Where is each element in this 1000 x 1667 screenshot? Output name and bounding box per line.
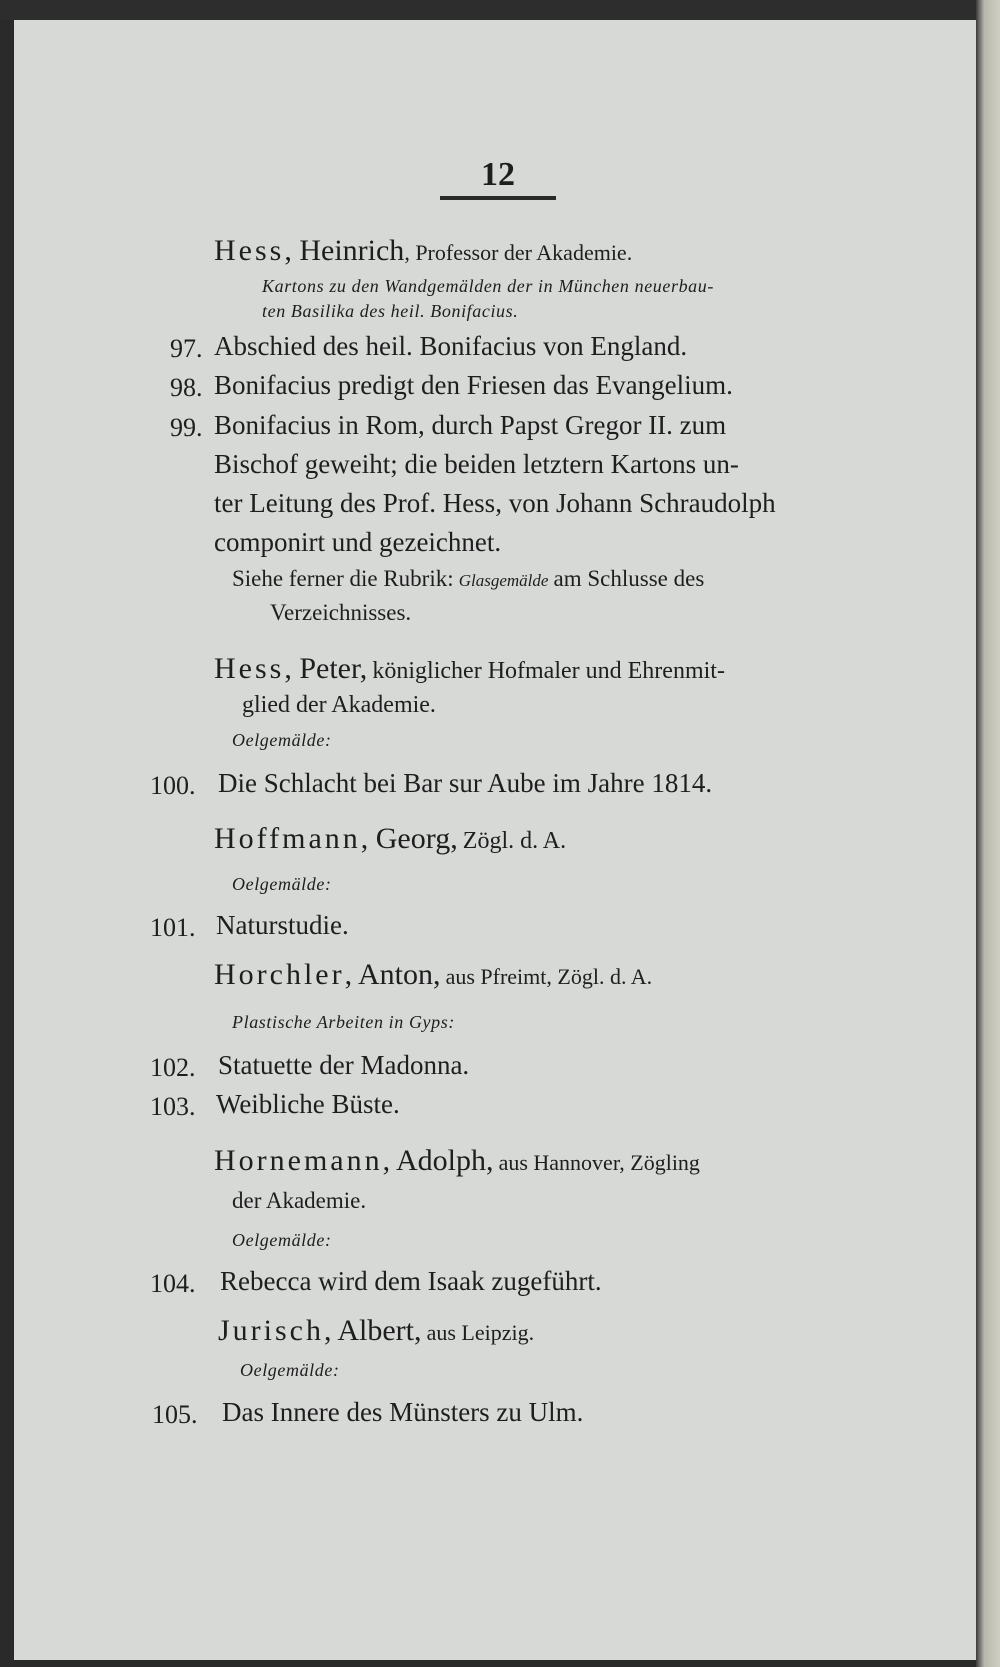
- category-label: Oelgemälde:: [232, 1230, 332, 1250]
- artist-surname: Jurisch: [218, 1314, 324, 1347]
- catalog-title-line: componirt und gezeichnet.: [214, 527, 502, 557]
- category-label: Plastische Arbeiten in Gyps:: [232, 1012, 455, 1032]
- artist-given-name: , Peter,: [284, 652, 368, 685]
- catalog-title: Die Schlacht bei Bar sur Aube im Jahre 1814.: [218, 768, 713, 798]
- artist-description: glied der Akademie.: [242, 692, 436, 718]
- catalog-number: 98.: [170, 373, 203, 402]
- scan-right-edge: [976, 0, 1000, 1667]
- artist-surname: Hess: [214, 652, 285, 685]
- artist-given-name: , Anton,: [344, 958, 441, 991]
- note-text: Siehe ferner die Rubrik:: [232, 566, 454, 591]
- artist-description: aus Leipzig.: [426, 1320, 535, 1345]
- catalog-title: Rebecca wird dem Isaak zugeführt.: [220, 1266, 602, 1296]
- category-label: Oelgemälde:: [232, 874, 332, 894]
- catalog-number: 100.: [150, 771, 196, 800]
- catalog-number: 101.: [150, 913, 196, 942]
- catalog-title: Abschied des heil. Bonifacius von England.: [214, 331, 688, 361]
- catalog-title-line: Bonifacius in Rom, durch Papst Gregor II. zum: [214, 410, 727, 440]
- artist-heading-hoffmann: [214, 822, 566, 856]
- note-italic: Glasgemälde: [458, 571, 549, 590]
- artist-surname: Hoffmann: [214, 822, 361, 855]
- artist-heading-hess-peter: [214, 652, 725, 686]
- artist-description: aus Pfreimt, Zögl. d. A.: [445, 964, 653, 989]
- catalog-title: Statuette der Madonna.: [218, 1050, 470, 1080]
- artist-heading-hornemann: [214, 1144, 700, 1178]
- scan-top-edge: [0, 0, 976, 20]
- artist-surname: Hess: [214, 234, 285, 267]
- catalog-number: 104.: [150, 1269, 196, 1298]
- artist-surname: Hornemann: [214, 1144, 383, 1177]
- cross-reference-note: [232, 566, 704, 592]
- catalog-number: 105.: [152, 1400, 198, 1429]
- catalog-number: 97.: [170, 334, 203, 363]
- artist-description: Zögl. d. A.: [462, 828, 567, 854]
- category-label: Oelgemälde:: [240, 1360, 340, 1380]
- artist-given-name: , Adolph,: [382, 1144, 494, 1177]
- catalog-title: Weibliche Büste.: [216, 1089, 400, 1119]
- artist-heading-horchler: [214, 958, 652, 992]
- page-number-rule: [440, 196, 556, 200]
- section-intro-line: Kartons zu den Wandgemälden der in München neuerbau-: [262, 276, 714, 296]
- artist-surname: Horchler: [214, 958, 345, 991]
- catalog-title-line: ter Leitung des Prof. Hess, von Johann Schraudolph: [214, 488, 776, 518]
- catalog-title: Das Innere des Münsters zu Ulm.: [222, 1397, 584, 1427]
- artist-given-name: , Heinrich: [284, 234, 405, 267]
- catalog-title-line: Bischof geweiht; die beiden letztern Kartons un-: [214, 449, 739, 479]
- category-label: Oelgemälde:: [232, 730, 332, 750]
- artist-description: aus Hannover, Zögling: [498, 1150, 700, 1175]
- note-text: Verzeichnisses.: [270, 600, 412, 625]
- artist-given-name: , Albert,: [324, 1314, 422, 1347]
- artist-heading-hess-heinrich: [214, 234, 632, 268]
- section-intro-line: ten Basilika des heil. Bonifacius.: [262, 301, 519, 321]
- artist-heading-jurisch: [218, 1314, 534, 1348]
- catalog-title: Naturstudie.: [216, 910, 349, 940]
- catalog-number: 103.: [150, 1092, 196, 1121]
- note-text: am Schlusse des: [553, 566, 705, 591]
- artist-given-name: , Georg,: [360, 822, 458, 855]
- artist-description: der Akademie.: [232, 1188, 367, 1213]
- catalog-title: Bonifacius predigt den Friesen das Evangelium.: [214, 370, 733, 400]
- artist-description: königlicher Hofmaler und Ehrenmit-: [372, 658, 725, 684]
- artist-description: , Professor der Akademie.: [404, 240, 633, 265]
- catalog-number: 102.: [150, 1053, 196, 1082]
- catalog-number: 99.: [170, 413, 203, 442]
- page-number: 12: [481, 156, 515, 193]
